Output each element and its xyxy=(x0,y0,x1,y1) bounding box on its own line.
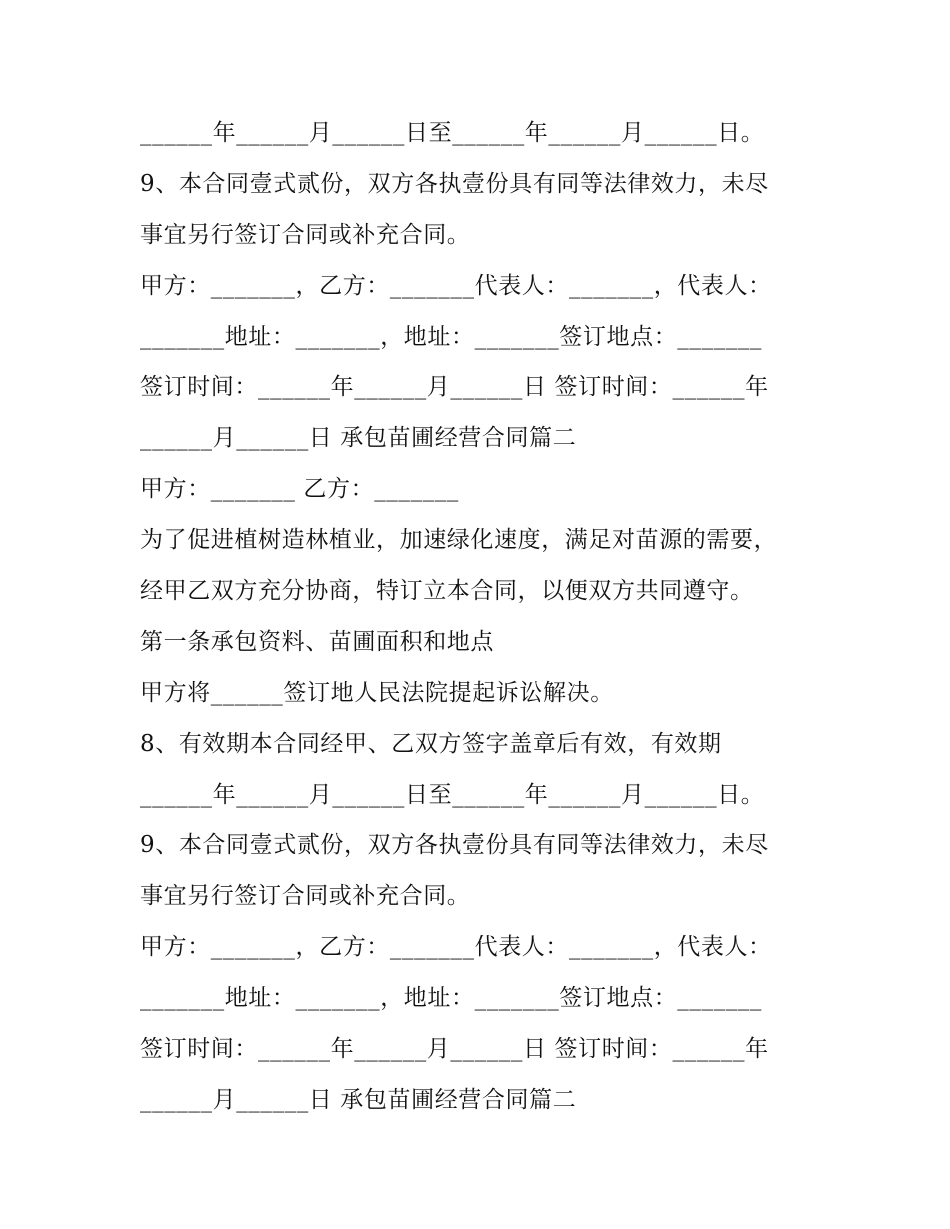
text-line: 经甲乙双方充分协商，特订立本合同，以便双方共同遵守。 xyxy=(140,578,754,605)
text-line: 事宜另行签订合同或补充合同。 xyxy=(140,883,471,910)
text-line: 9、本合同壹式贰份，双方各执壹份具有同等法律效力，未尽 xyxy=(140,832,769,859)
text-line: ______月______日 承包苗圃经营合同篇二 xyxy=(140,425,577,452)
text-line: 签订时间：______年______月______日 签订时间：______年 xyxy=(140,374,769,401)
document-body xyxy=(140,108,820,1126)
text-line: 甲方：_______ 乙方：_______ xyxy=(140,476,459,503)
text-line: _______地址：_______，地址：_______签订地点：_______ xyxy=(140,985,762,1012)
text-line: 甲方：_______，乙方：_______代表人：_______，代表人： xyxy=(140,934,772,961)
section-heading: 第一条承包资料、苗圃面积和地点 xyxy=(140,628,494,655)
text-line: 9、本合同壹式贰份，双方各执壹份具有同等法律效力，未尽 xyxy=(140,170,769,197)
text-line: 甲方：_______，乙方：_______代表人：_______，代表人： xyxy=(140,272,772,299)
text-line: 签订时间：______年______月______日 签订时间：______年 xyxy=(140,1036,769,1063)
text-line: ______年______月______日至______年______月______日。 xyxy=(140,781,765,808)
text-line: 为了促进植树造林植业，加速绿化速度，满足对苗源的需要， xyxy=(140,527,778,554)
text-line: 8、有效期本合同经甲、乙双方签字盖章后有效，有效期 xyxy=(140,730,722,757)
text-line: ______月______日 承包苗圃经营合同篇二 xyxy=(140,1086,577,1113)
text-line: ______年______月______日至______年______月______日。 xyxy=(140,120,765,146)
text-line: _______地址：_______，地址：_______签订地点：_______ xyxy=(140,323,762,350)
text-line: 甲方将______签订地人民法院提起诉讼解决。 xyxy=(140,679,614,706)
text-line: 事宜另行签订合同或补充合同。 xyxy=(140,221,471,248)
